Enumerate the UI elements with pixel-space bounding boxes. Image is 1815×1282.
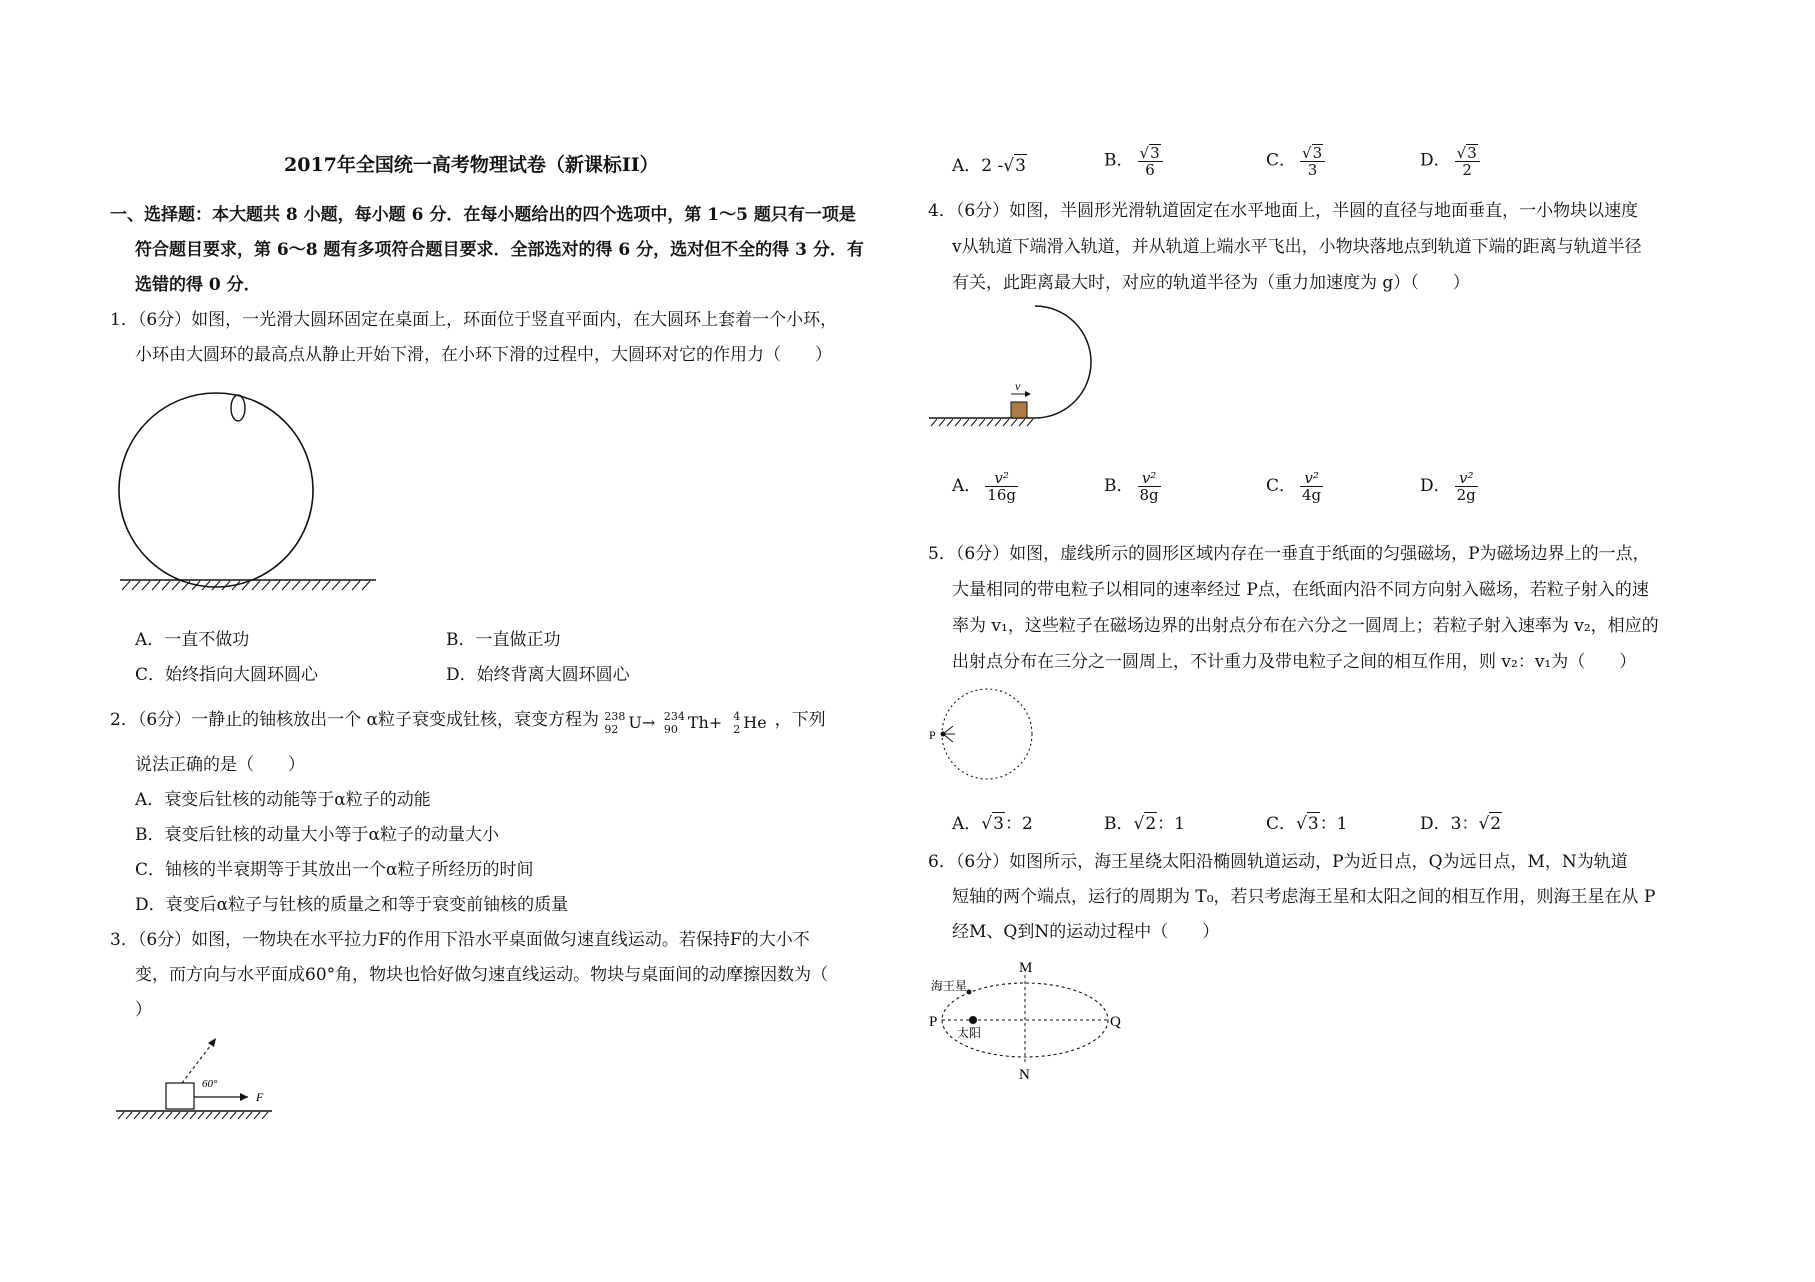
q5-option-b: B．√2：1 xyxy=(1104,814,1185,834)
q2-stem-text: 2．（6分）一静止的铀核放出一个 α粒子衰变成钍核，衰变方程为 xyxy=(110,710,600,730)
q6-stem-line2: 短轴的两个端点，运行的周期为 T₀，若只考虑海王星和太阳之间的相互作用，则海王星在从 P xyxy=(952,887,1656,907)
q1-option-b: B．一直做正功 xyxy=(446,630,561,650)
q6-point-n-label: N xyxy=(1019,1067,1030,1083)
uranium-nuclide: 238 92 U→ xyxy=(604,709,656,736)
q5-field-figure xyxy=(925,684,1055,794)
q5-point-p-label: P xyxy=(929,728,936,742)
q6-stem-line3: 经M、Q到N的运动过程中（ ） xyxy=(952,922,1220,942)
q1-option-d: D．始终背离大圆环圆心 xyxy=(446,665,630,685)
q4-option-d: D． $\frac{\text{v²}}{2g}$ xyxy=(1420,469,1476,504)
q1-option-a: A．一直不做功 xyxy=(135,630,250,650)
q5-option-a: A．√3：2 xyxy=(952,814,1033,834)
q5-stem-line2: 大量相同的带电粒子以相同的速率经过 P点，在纸面内沿不同方向射入磁场，若粒子射入的速 xyxy=(952,580,1649,600)
q2-stem-line2: 说法正确的是（ ） xyxy=(135,755,305,775)
q6-neptune-label: 海王星 xyxy=(931,979,968,993)
section-heading-line1: 一、选择题：本大题共 8 小题，每小题 6 分．在每小题给出的四个选项中，第 1～5 题只有一项是 xyxy=(110,205,856,225)
q4-option-a: A． $\frac{\text{v²}}{16g}$ xyxy=(952,469,1016,504)
q5-stem-line3: 率为 v₁，这些粒子在磁场边界的出射点分布在六分之一圆周上；若粒子射入速率为 v₂，相应的 xyxy=(952,616,1659,636)
q6-point-p-label: P xyxy=(929,1014,938,1030)
q3-option-b: B． $\frac{√3}{6}$ xyxy=(1104,144,1163,178)
q1-option-c: C．始终指向大圆环圆心 xyxy=(135,665,319,685)
q4-stem-line1: 4．（6分）如图，半圆形光滑轨道固定在水平地面上，半圆的直径与地面垂直，一小物块以速度 xyxy=(928,201,1639,221)
q3-block-figure xyxy=(112,1035,282,1125)
q3-stem-line1: 3．（6分）如图，一物块在水平拉力F的作用下沿水平桌面做匀速直线运动。若保持F的大小不 xyxy=(110,930,810,950)
q6-stem-line1: 6．（6分）如图所示，海王星绕太阳沿椭圆轨道运动，P为近日点，Q为远日点，M，N为轨道 xyxy=(928,852,1628,872)
q5-option-c: C．√3：1 xyxy=(1266,814,1348,834)
q5-option-d: D．3：√2 xyxy=(1420,814,1502,834)
q3-option-d: D． $\frac{√3}{2}$ xyxy=(1420,144,1480,178)
q3-option-c: C． $\frac{√3}{3}$ xyxy=(1266,144,1325,178)
q3-angle-label: 60° xyxy=(202,1078,218,1090)
q1-ring-figure xyxy=(118,390,378,600)
q2-option-d: D．衰变后α粒子与钍核的质量之和等于衰变前铀核的质量 xyxy=(135,895,569,915)
thorium-nuclide: 234 90 Th+ xyxy=(663,709,723,736)
section-heading-line3: 选错的得 0 分． xyxy=(135,275,261,295)
q5-stem-line1: 5．（6分）如图，虚线所示的圆形区域内存在一垂直于纸面的匀强磁场，P为磁场边界上的一点， xyxy=(928,544,1650,564)
q1-stem-line1: 1．（6分）如图，一光滑大圆环固定在桌面上，环面位于竖直平面内，在大圆环上套着一个小环， xyxy=(110,310,838,330)
q4-option-b: B． $\frac{\text{v²}}{8g}$ xyxy=(1104,469,1159,504)
q2-option-c: C．铀核的半衰期等于其放出一个α粒子所经历的时间 xyxy=(135,860,534,880)
q4-stem-line3: 有关，此距离最大时，对应的轨道半径为（重力加速度为 g）（ ） xyxy=(952,273,1470,293)
q5-stem-line4: 出射点分布在三分之一圆周上，不计重力及带电粒子之间的相互作用，则 v₂：v₁为（ ） xyxy=(952,652,1637,672)
q2-option-b: B．衰变后钍核的动量大小等于α粒子的动量大小 xyxy=(135,825,499,845)
q3-option-a: A．2 -√3 xyxy=(952,156,1026,176)
q2-stem-tail: ，下列 xyxy=(774,710,826,730)
q1-stem-line2: 小环由大圆环的最高点从静止开始下滑，在小环下滑的过程中，大圆环对它的作用力（ ） xyxy=(135,345,832,365)
q6-point-q-label: Q xyxy=(1110,1014,1121,1030)
q2-option-a: A．衰变后钍核的动能等于α粒子的动能 xyxy=(135,790,431,810)
q6-orbit-figure xyxy=(925,955,1125,1085)
q4-track-figure xyxy=(925,298,1095,433)
helium-nuclide: 4 2 He xyxy=(733,709,767,736)
q4-stem-line2: v从轨道下端滑入轨道，并从轨道上端水平飞出，小物块落地点到轨道下端的距离与轨道半径 xyxy=(952,237,1642,257)
q3-stem-line3: ） xyxy=(135,1000,152,1020)
q6-sun-label: 太阳 xyxy=(957,1026,982,1040)
q3-stem-line2: 变，而方向与水平面成60°角，物块也恰好做匀速直线运动。物块与桌面间的动摩擦因数为（ xyxy=(135,965,829,985)
page-title: 2017年全国统一高考物理试卷（新课标II） xyxy=(284,154,659,176)
q3-force-label: F xyxy=(256,1090,264,1104)
q4-option-c: C． $\frac{\text{v²}}{4g}$ xyxy=(1266,469,1322,504)
section-heading-line2: 符合题目要求，第 6～8 题有多项符合题目要求．全部选对的得 6 分，选对但不全的得 3 分．有 xyxy=(135,240,864,260)
q4-velocity-label: v xyxy=(1015,379,1021,393)
q6-point-m-label: M xyxy=(1019,960,1033,976)
q2-stem-line1 xyxy=(110,709,826,736)
